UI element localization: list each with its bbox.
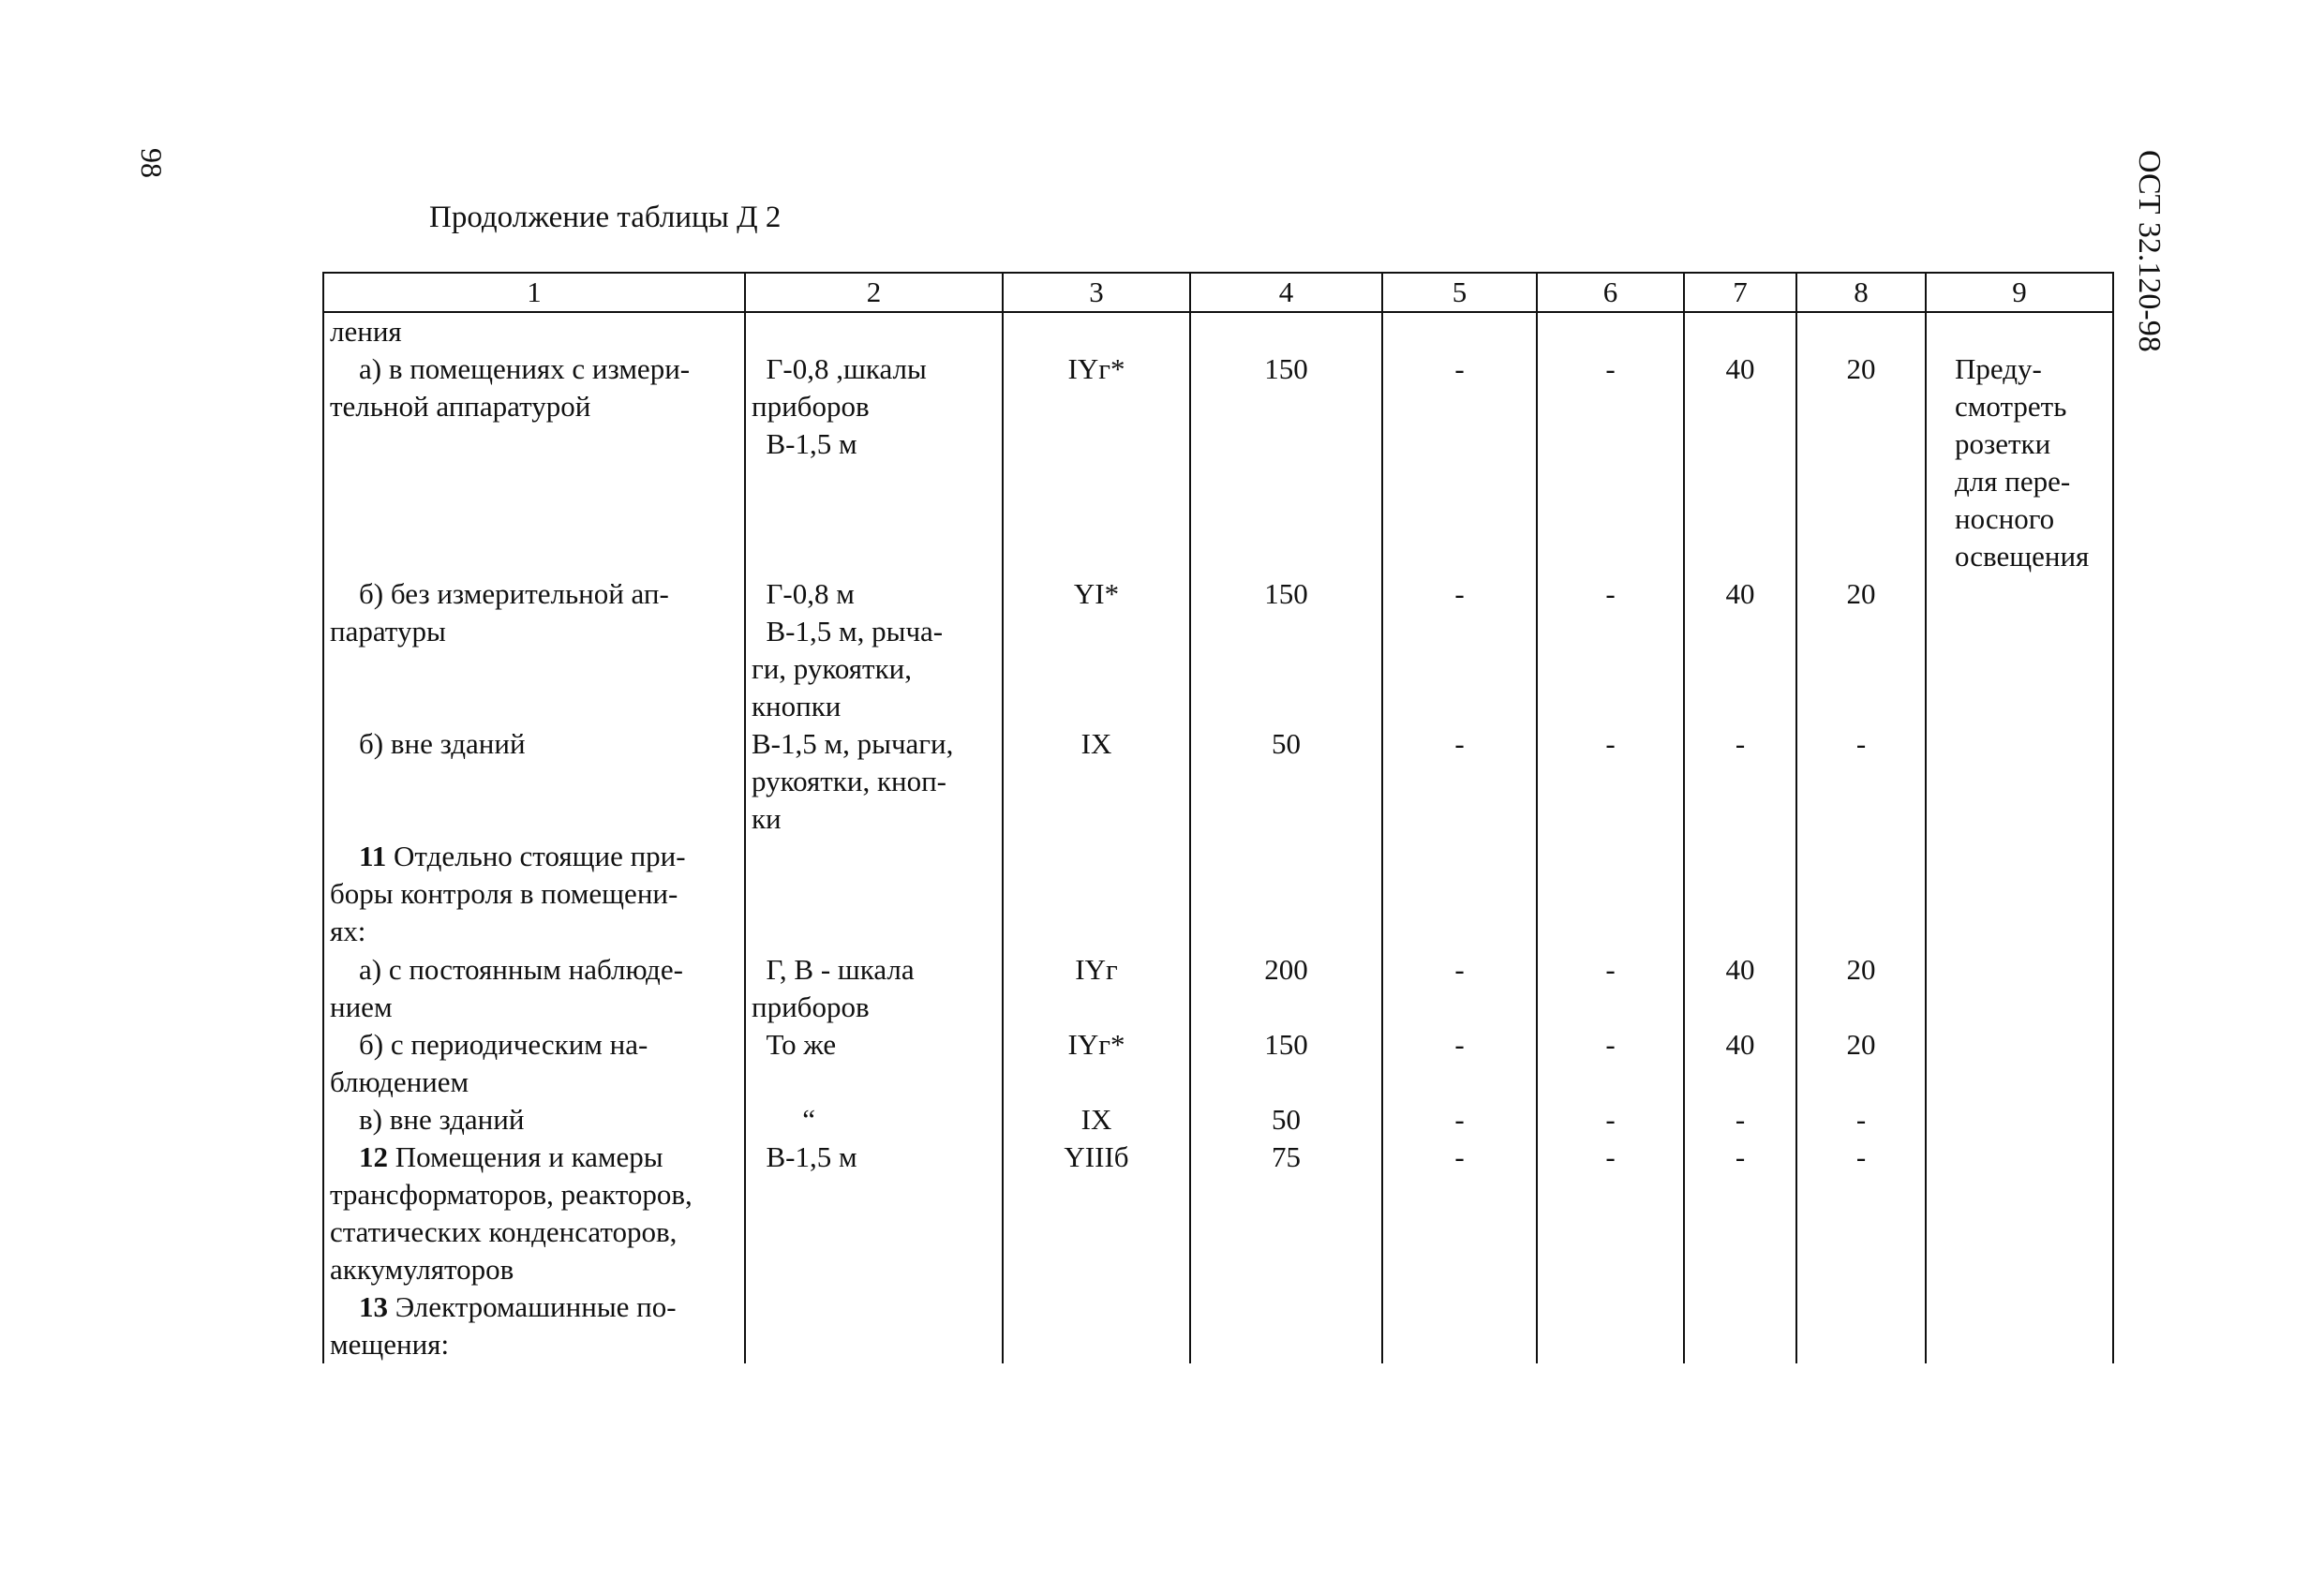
col8-value: 20 [1796, 350, 1926, 463]
header-cell: 4 [1190, 273, 1382, 312]
header-cell: 9 [1926, 273, 2113, 312]
note: Преду- смотреть розетки для пере- носного освещения [1926, 350, 2113, 575]
note [1926, 951, 2113, 1026]
col5-value: - [1382, 1026, 1537, 1101]
work-surface [745, 312, 1003, 350]
spacer-cell [1684, 463, 1796, 575]
col6-value: - [1537, 350, 1684, 463]
col6-value: - [1537, 1139, 1684, 1288]
table-row [323, 350, 2113, 463]
room-description [323, 1139, 745, 1288]
spacer-cell [1190, 463, 1382, 575]
col7-value [1684, 1288, 1796, 1363]
spacer-cell [1796, 463, 1926, 575]
col8-value: 20 [1796, 1026, 1926, 1101]
col6-value [1537, 1288, 1684, 1363]
header-cell: 2 [745, 273, 1003, 312]
table-row [323, 1139, 2113, 1288]
room-description: а) в помещениях с измери- тельной аппаратурой [323, 350, 745, 463]
header-cell: 8 [1796, 273, 1926, 312]
spacer-cell [745, 463, 1003, 575]
room-description: а) с постоянным наблюде- нием [323, 951, 745, 1026]
header-cell: 6 [1537, 273, 1684, 312]
col8-value [1796, 312, 1926, 350]
visual-category: YIIIб [1003, 1139, 1190, 1288]
note [1926, 312, 2113, 350]
col6-value: - [1537, 575, 1684, 725]
col6-value: - [1537, 951, 1684, 1026]
work-surface: В-1,5 м [745, 1139, 1003, 1288]
room-description: в) вне зданий [323, 1101, 745, 1139]
work-surface: “ [745, 1101, 1003, 1139]
illuminance-value: 75 [1190, 1139, 1382, 1288]
col6-value [1537, 838, 1684, 950]
col5-value: - [1382, 725, 1537, 838]
col7-value: 40 [1684, 1026, 1796, 1101]
illuminance-value [1190, 1288, 1382, 1363]
col5-value: - [1382, 350, 1537, 463]
col7-value [1684, 838, 1796, 950]
col7-value: 40 [1684, 350, 1796, 463]
visual-category [1003, 312, 1190, 350]
visual-category: IX [1003, 725, 1190, 838]
table-row [323, 312, 2113, 350]
col5-value [1382, 312, 1537, 350]
header-cell: 5 [1382, 273, 1537, 312]
illuminance-value: 150 [1190, 350, 1382, 463]
table-row [323, 838, 2113, 950]
col5-value: - [1382, 1139, 1537, 1288]
illuminance-value: 150 [1190, 1026, 1382, 1101]
col7-value: 40 [1684, 575, 1796, 725]
illuminance-value: 200 [1190, 951, 1382, 1026]
item-text: Отдельно стоящие при- боры контроля в помещени- ях: [330, 840, 686, 948]
table-row [323, 575, 2113, 725]
table-row [323, 1026, 2113, 1101]
col5-value: - [1382, 575, 1537, 725]
spacer-cell [1003, 463, 1190, 575]
col7-value: - [1684, 725, 1796, 838]
item-text: Помещения и камеры трансформаторов, реакторов, статических конденсаторов, аккумуляторов [330, 1139, 693, 1286]
col7-value: - [1684, 1101, 1796, 1139]
header-row [323, 273, 2113, 312]
item-number: 13 [359, 1289, 388, 1323]
room-description: б) без измерительной ап- паратуры [323, 575, 745, 725]
col5-value: - [1382, 1101, 1537, 1139]
header-cell: 1 [323, 273, 745, 312]
table-row [323, 1101, 2113, 1139]
spacer-cell [323, 463, 745, 575]
col8-value: - [1796, 1139, 1926, 1288]
visual-category [1003, 838, 1190, 950]
illuminance-value: 50 [1190, 1101, 1382, 1139]
illuminance-value [1190, 312, 1382, 350]
room-description [323, 838, 745, 950]
note [1926, 1139, 2113, 1288]
note [1926, 1026, 2113, 1101]
col8-value: 20 [1796, 951, 1926, 1026]
col7-value: 40 [1684, 951, 1796, 1026]
visual-category: YI* [1003, 575, 1190, 725]
visual-category: IX [1003, 1101, 1190, 1139]
visual-category: IYг* [1003, 1026, 1190, 1101]
table-row-spacer [323, 463, 2113, 575]
col8-value [1796, 1288, 1926, 1363]
room-description: б) вне зданий [323, 725, 745, 838]
item-number: 11 [359, 840, 387, 873]
note [1926, 725, 2113, 838]
col5-value: - [1382, 951, 1537, 1026]
visual-category [1003, 1288, 1190, 1363]
work-surface: То же [745, 1026, 1003, 1101]
item-text: Электромашинные по- мещения: [330, 1289, 677, 1361]
lighting-norms-table [322, 272, 2114, 1363]
header-cell: 7 [1684, 273, 1796, 312]
table-row [323, 725, 2113, 838]
room-description [323, 1288, 745, 1363]
visual-category: IYг [1003, 951, 1190, 1026]
illuminance-value [1190, 838, 1382, 950]
work-surface: Г, В - шкала приборов [745, 951, 1003, 1026]
room-description: б) с периодическим на- блюдением [323, 1026, 745, 1101]
work-surface [745, 1288, 1003, 1363]
spacer-cell [1537, 463, 1684, 575]
col8-value: 20 [1796, 575, 1926, 725]
col7-value [1684, 312, 1796, 350]
work-surface: В-1,5 м, рычаги, рукоятки, кноп- ки [745, 725, 1003, 838]
col7-value: - [1684, 1139, 1796, 1288]
col5-value [1382, 838, 1537, 950]
work-surface: Г-0,8 м В-1,5 м, рыча- ги, рукоятки, кнопки [745, 575, 1003, 725]
work-surface [745, 838, 1003, 950]
col6-value: - [1537, 1026, 1684, 1101]
col8-value [1796, 838, 1926, 950]
room-description: ления [323, 312, 745, 350]
document-code: ОСТ 32.120-98 [2132, 150, 2167, 352]
table-row [323, 1288, 2113, 1363]
visual-category: IYг* [1003, 350, 1190, 463]
table-row [323, 951, 2113, 1026]
illuminance-value: 150 [1190, 575, 1382, 725]
page-number: 98 [135, 148, 169, 178]
col6-value: - [1537, 725, 1684, 838]
spacer-cell [1382, 463, 1537, 575]
note [1926, 1101, 2113, 1139]
col8-value: - [1796, 725, 1926, 838]
note [1926, 838, 2113, 950]
work-surface: Г-0,8 ,шкалы приборов В-1,5 м [745, 350, 1003, 463]
header-cell: 3 [1003, 273, 1190, 312]
item-number: 12 [359, 1139, 388, 1173]
illuminance-value: 50 [1190, 725, 1382, 838]
col8-value: - [1796, 1101, 1926, 1139]
col5-value [1382, 1288, 1537, 1363]
note [1926, 1288, 2113, 1363]
col6-value: - [1537, 1101, 1684, 1139]
table-caption: Продолжение таблицы Д 2 [429, 201, 782, 234]
note [1926, 575, 2113, 725]
col6-value [1537, 312, 1684, 350]
